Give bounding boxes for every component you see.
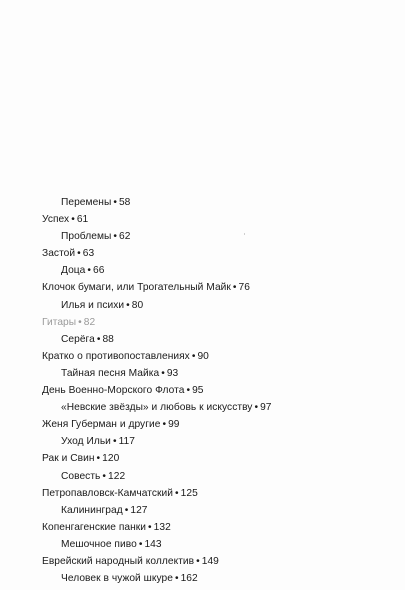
toc-page-number: 95 [192,385,204,397]
toc-entry [42,536,392,553]
toc-entry-title: Человек в чужой шкуре [61,573,173,585]
toc-entry-title: Тайная песня Майка [61,367,160,379]
toc-entry [42,279,392,296]
toc-entry-title: Доца [61,265,86,277]
toc-entry [42,297,392,314]
toc-separator: • [175,487,179,499]
toc-entry-title: Серёга [61,333,95,345]
toc-entry-title: Застой [42,248,76,260]
toc-entry-title: Калининград [61,504,123,516]
toc-separator: • [138,538,143,550]
toc-page-number: 99 [168,419,180,431]
toc-page-number: 63 [82,248,95,260]
toc-entry [42,348,392,365]
toc-page-number: 80 [131,299,144,311]
toc-entry [42,228,392,245]
toc-page-number: 162 [180,573,198,585]
toc-entry-title: День Военно-Морского Флота [42,385,185,397]
toc-separator: • [124,504,129,516]
toc-entry-title: Уход Ильи [61,436,111,448]
toc-entry-title: Копенгагенские панки [42,521,147,533]
toc-entry-title: Кратко о противопоставлениях [42,350,190,362]
toc-entry [42,365,392,382]
toc-entry [42,433,392,450]
toc-entry [42,211,392,228]
toc-separator: • [102,470,107,482]
toc-page-number: 125 [180,487,198,499]
toc-separator: • [78,316,82,328]
toc-page-number: 127 [130,504,148,516]
toc-separator: • [112,436,117,448]
toc-entry [42,450,392,467]
toc-entry-title: Мешочное пиво [61,538,137,550]
toc-separator: • [191,350,196,362]
toc-entry [42,314,392,331]
toc-page-number: 62 [119,231,131,243]
toc-entry [42,399,392,416]
toc-entry-title: Рак и Свин [42,453,95,465]
toc-entry [42,519,392,536]
toc-entry-title: Еврейский народный коллектив [42,555,195,567]
toc-entry [42,502,392,519]
toc-separator: • [96,453,101,465]
toc-entry [42,468,392,485]
toc-separator: • [96,333,101,345]
toc-page-number: 97 [260,402,272,414]
toc-separator: • [162,419,167,431]
toc-separator: • [113,197,117,208]
toc-separator: • [87,265,92,277]
toc-page-number: 58 [118,197,131,208]
toc-entry [42,553,392,570]
toc-entry [42,331,392,348]
toc-entry-title: «Невские звёзды» и любовь к искусству [61,402,253,414]
toc-page-number: 90 [197,350,209,362]
toc-entry [42,382,392,399]
toc-separator: • [161,367,165,379]
toc-page-number: 132 [153,521,171,533]
toc-page-number: 149 [201,555,219,567]
toc-entry [42,262,392,279]
toc-separator: • [174,573,179,585]
toc-separator: • [113,231,117,243]
toc-entry [42,485,392,502]
toc-page-number: 82 [83,316,96,328]
toc-separator: • [232,282,237,294]
table-of-contents [42,194,392,587]
toc-entry-title: Илья и психи [61,299,125,311]
toc-separator: • [126,299,130,311]
toc-separator: • [196,555,200,567]
toc-page-number: 93 [166,367,179,379]
toc-page-number: 76 [238,282,250,294]
toc-page-number: 117 [118,436,135,448]
toc-page-number: 143 [144,538,162,550]
toc-entry-title: Женя Губерман и другие [42,419,161,431]
toc-page-number: 88 [102,333,114,345]
toc-entry-title: Успех [42,214,70,226]
toc-separator: • [186,385,191,397]
toc-entry-title: Совесть [61,470,101,482]
toc-entry-title: Перемены [61,197,112,208]
toc-separator: • [254,402,259,414]
toc-entry-title: Петропавловск-Камчатский [42,487,174,499]
toc-entry [42,245,392,262]
toc-page-number: 120 [102,453,120,465]
toc-page-number: 61 [76,214,89,226]
toc-separator: • [77,248,81,260]
toc-separator: • [71,214,75,226]
toc-entry [42,570,392,587]
toc-entry [42,194,392,211]
toc-entry-title: Проблемы [61,231,112,243]
toc-entry-title: Гитары [42,316,77,328]
toc-separator: • [148,521,152,533]
toc-page-number: 66 [93,265,105,277]
toc-entry [42,416,392,433]
toc-entry-title: Клочок бумаги, или Трогательный Майк [42,282,231,294]
toc-page-number: 122 [108,470,126,482]
